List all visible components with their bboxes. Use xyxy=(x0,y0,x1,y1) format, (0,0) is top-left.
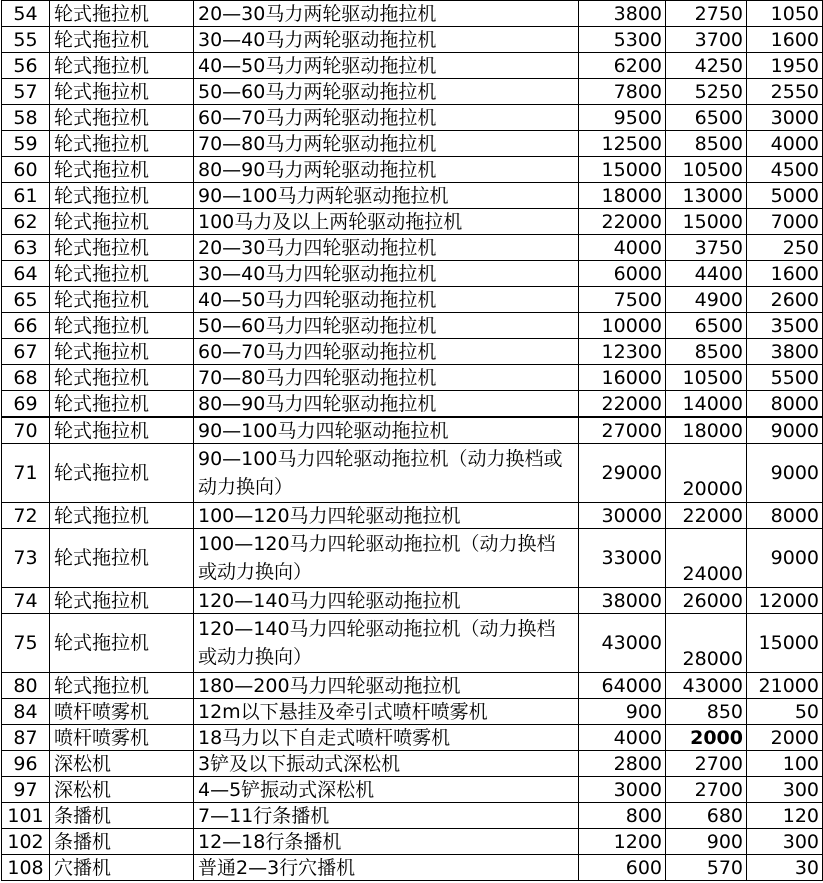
machine-spec: 40—50马力四轮驱动拖拉机 xyxy=(194,287,579,313)
machine-type: 轮式拖拉机 xyxy=(50,673,194,699)
table-row xyxy=(2,673,823,699)
value-col-3: 50 xyxy=(747,699,823,725)
machine-type: 轮式拖拉机 xyxy=(50,588,194,614)
value-col-1: 1200 xyxy=(579,829,666,855)
value-col-3: 2600 xyxy=(747,287,823,313)
table-row xyxy=(2,417,823,444)
value-col-1: 3800 xyxy=(579,1,666,27)
table-row xyxy=(2,777,823,803)
machine-spec: 100—120马力四轮驱动拖拉机 xyxy=(194,503,579,529)
machine-spec: 18马力以下自走式喷杆喷雾机 xyxy=(194,725,579,751)
value-col-1: 6200 xyxy=(579,53,666,79)
machine-spec: 100马力及以上两轮驱动拖拉机 xyxy=(194,209,579,235)
row-number: 101 xyxy=(2,803,50,829)
machine-spec: 12m以下悬挂及牵引式喷杆喷雾机 xyxy=(194,699,579,725)
machine-spec: 80—90马力两轮驱动拖拉机 xyxy=(194,157,579,183)
value-col-1: 7800 xyxy=(579,79,666,105)
machine-spec: 120—140马力四轮驱动拖拉机 xyxy=(194,588,579,614)
value-col-2: 900 xyxy=(666,829,747,855)
value-col-1: 16000 xyxy=(579,365,666,391)
table-row xyxy=(2,287,823,313)
value-col-1: 22000 xyxy=(579,391,666,418)
machine-type: 轮式拖拉机 xyxy=(50,235,194,261)
value-col-1: 900 xyxy=(579,699,666,725)
value-col-3: 8000 xyxy=(747,391,823,418)
machine-type: 轮式拖拉机 xyxy=(50,529,194,588)
machine-spec: 30—40马力两轮驱动拖拉机 xyxy=(194,27,579,53)
row-number: 87 xyxy=(2,725,50,751)
value-col-2: 15000 xyxy=(666,209,747,235)
row-number: 64 xyxy=(2,261,50,287)
value-col-3: 15000 xyxy=(747,614,823,673)
value-col-1: 15000 xyxy=(579,157,666,183)
table-row xyxy=(2,27,823,53)
value-col-3: 250 xyxy=(747,235,823,261)
machine-type: 轮式拖拉机 xyxy=(50,131,194,157)
machine-spec: 3铲及以下振动式深松机 xyxy=(194,751,579,777)
value-col-2: 28000 xyxy=(666,614,747,673)
machine-type: 条播机 xyxy=(50,803,194,829)
row-number: 54 xyxy=(2,1,50,27)
table-row xyxy=(2,261,823,287)
machine-spec: 90—100马力四轮驱动拖拉机（动力换档或动力换向） xyxy=(194,444,579,503)
value-col-3: 3500 xyxy=(747,313,823,339)
value-col-2: 2750 xyxy=(666,1,747,27)
value-col-3: 1600 xyxy=(747,261,823,287)
value-col-1: 3000 xyxy=(579,777,666,803)
machine-spec: 70—80马力两轮驱动拖拉机 xyxy=(194,131,579,157)
machine-type: 轮式拖拉机 xyxy=(50,339,194,365)
machine-spec: 60—70马力两轮驱动拖拉机 xyxy=(194,105,579,131)
machine-type: 轮式拖拉机 xyxy=(50,503,194,529)
value-col-1: 30000 xyxy=(579,503,666,529)
value-col-3: 9000 xyxy=(747,529,823,588)
row-number: 55 xyxy=(2,27,50,53)
machine-type: 轮式拖拉机 xyxy=(50,105,194,131)
machine-type: 轮式拖拉机 xyxy=(50,614,194,673)
value-col-1: 2800 xyxy=(579,751,666,777)
machine-type: 穴播机 xyxy=(50,855,194,881)
value-col-3: 12000 xyxy=(747,588,823,614)
value-col-1: 18000 xyxy=(579,183,666,209)
machine-spec: 20—30马力四轮驱动拖拉机 xyxy=(194,235,579,261)
value-col-2: 18000 xyxy=(666,417,747,444)
table-row xyxy=(2,444,823,503)
row-number: 80 xyxy=(2,673,50,699)
value-col-1: 9500 xyxy=(579,105,666,131)
value-col-1: 800 xyxy=(579,803,666,829)
row-number: 75 xyxy=(2,614,50,673)
row-number: 73 xyxy=(2,529,50,588)
value-col-1: 10000 xyxy=(579,313,666,339)
value-col-2: 13000 xyxy=(666,183,747,209)
table-row xyxy=(2,105,823,131)
value-col-2: 2700 xyxy=(666,777,747,803)
machine-type: 轮式拖拉机 xyxy=(50,1,194,27)
value-col-2: 10500 xyxy=(666,365,747,391)
value-col-2: 24000 xyxy=(666,529,747,588)
value-col-1: 29000 xyxy=(579,444,666,503)
machine-type: 轮式拖拉机 xyxy=(50,27,194,53)
value-col-2: 2000 xyxy=(666,725,747,751)
value-col-3: 3000 xyxy=(747,105,823,131)
row-number: 108 xyxy=(2,855,50,881)
value-col-3: 8000 xyxy=(747,503,823,529)
machine-type: 轮式拖拉机 xyxy=(50,209,194,235)
value-col-1: 64000 xyxy=(579,673,666,699)
table-row xyxy=(2,391,823,418)
table-row xyxy=(2,313,823,339)
value-col-1: 5300 xyxy=(579,27,666,53)
row-number: 58 xyxy=(2,105,50,131)
table-row xyxy=(2,529,823,588)
value-col-2: 4400 xyxy=(666,261,747,287)
machine-type: 喷杆喷雾机 xyxy=(50,699,194,725)
value-col-2: 43000 xyxy=(666,673,747,699)
machine-spec: 60—70马力四轮驱动拖拉机 xyxy=(194,339,579,365)
value-col-2: 22000 xyxy=(666,503,747,529)
row-number: 70 xyxy=(2,417,50,444)
table-row xyxy=(2,339,823,365)
value-col-3: 9000 xyxy=(747,417,823,444)
machine-spec: 30—40马力四轮驱动拖拉机 xyxy=(194,261,579,287)
value-col-3: 120 xyxy=(747,803,823,829)
machine-type: 轮式拖拉机 xyxy=(50,391,194,418)
table-row xyxy=(2,131,823,157)
value-col-2: 6500 xyxy=(666,313,747,339)
machine-type: 轮式拖拉机 xyxy=(50,53,194,79)
table-row xyxy=(2,503,823,529)
value-col-3: 2000 xyxy=(747,725,823,751)
value-col-1: 22000 xyxy=(579,209,666,235)
machine-spec: 40—50马力两轮驱动拖拉机 xyxy=(194,53,579,79)
value-col-1: 4000 xyxy=(579,725,666,751)
value-col-2: 570 xyxy=(666,855,747,881)
table-row xyxy=(2,183,823,209)
value-col-3: 1950 xyxy=(747,53,823,79)
machine-spec: 90—100马力四轮驱动拖拉机 xyxy=(194,417,579,444)
row-number: 62 xyxy=(2,209,50,235)
row-number: 96 xyxy=(2,751,50,777)
machine-spec: 90—100马力两轮驱动拖拉机 xyxy=(194,183,579,209)
machine-type: 轮式拖拉机 xyxy=(50,365,194,391)
table-row xyxy=(2,365,823,391)
machine-spec: 12—18行条播机 xyxy=(194,829,579,855)
machine-spec: 7—11行条播机 xyxy=(194,803,579,829)
row-number: 66 xyxy=(2,313,50,339)
value-col-3: 1600 xyxy=(747,27,823,53)
row-number: 59 xyxy=(2,131,50,157)
table-row xyxy=(2,209,823,235)
subsidy-table xyxy=(1,0,823,881)
machine-spec: 普通2—3行穴播机 xyxy=(194,855,579,881)
value-col-2: 4250 xyxy=(666,53,747,79)
table-row xyxy=(2,855,823,881)
row-number: 102 xyxy=(2,829,50,855)
table-row xyxy=(2,1,823,27)
table-row xyxy=(2,803,823,829)
value-col-2: 14000 xyxy=(666,391,747,418)
machine-type: 轮式拖拉机 xyxy=(50,313,194,339)
value-col-1: 38000 xyxy=(579,588,666,614)
table-row xyxy=(2,829,823,855)
table-row xyxy=(2,614,823,673)
machine-type: 喷杆喷雾机 xyxy=(50,725,194,751)
value-col-1: 27000 xyxy=(579,417,666,444)
machine-type: 轮式拖拉机 xyxy=(50,79,194,105)
machine-type: 轮式拖拉机 xyxy=(50,183,194,209)
machine-spec: 50—60马力两轮驱动拖拉机 xyxy=(194,79,579,105)
row-number: 57 xyxy=(2,79,50,105)
machine-spec: 70—80马力四轮驱动拖拉机 xyxy=(194,365,579,391)
row-number: 69 xyxy=(2,391,50,418)
value-col-2: 26000 xyxy=(666,588,747,614)
machine-type: 轮式拖拉机 xyxy=(50,157,194,183)
machine-type: 条播机 xyxy=(50,829,194,855)
machine-spec: 50—60马力四轮驱动拖拉机 xyxy=(194,313,579,339)
value-col-2: 10500 xyxy=(666,157,747,183)
row-number: 60 xyxy=(2,157,50,183)
value-col-2: 20000 xyxy=(666,444,747,503)
row-number: 71 xyxy=(2,444,50,503)
table-row xyxy=(2,751,823,777)
table-row xyxy=(2,588,823,614)
row-number: 74 xyxy=(2,588,50,614)
row-number: 67 xyxy=(2,339,50,365)
value-col-2: 3700 xyxy=(666,27,747,53)
machine-spec: 20—30马力两轮驱动拖拉机 xyxy=(194,1,579,27)
row-number: 56 xyxy=(2,53,50,79)
value-col-3: 4500 xyxy=(747,157,823,183)
value-col-1: 43000 xyxy=(579,614,666,673)
value-col-3: 5500 xyxy=(747,365,823,391)
machine-spec: 120—140马力四轮驱动拖拉机（动力换档或动力换向） xyxy=(194,614,579,673)
table-row xyxy=(2,157,823,183)
table-row xyxy=(2,235,823,261)
value-col-3: 3800 xyxy=(747,339,823,365)
value-col-3: 30 xyxy=(747,855,823,881)
value-col-2: 2700 xyxy=(666,751,747,777)
machine-spec: 4—5铲振动式深松机 xyxy=(194,777,579,803)
table-row xyxy=(2,53,823,79)
value-col-1: 4000 xyxy=(579,235,666,261)
row-number: 61 xyxy=(2,183,50,209)
value-col-2: 850 xyxy=(666,699,747,725)
value-col-2: 8500 xyxy=(666,339,747,365)
machine-type: 轮式拖拉机 xyxy=(50,287,194,313)
value-col-1: 33000 xyxy=(579,529,666,588)
row-number: 65 xyxy=(2,287,50,313)
value-col-1: 6000 xyxy=(579,261,666,287)
machine-type: 轮式拖拉机 xyxy=(50,417,194,444)
table-body xyxy=(2,1,823,881)
value-col-3: 2550 xyxy=(747,79,823,105)
row-number: 97 xyxy=(2,777,50,803)
machine-type: 轮式拖拉机 xyxy=(50,444,194,503)
value-col-3: 300 xyxy=(747,777,823,803)
value-col-1: 7500 xyxy=(579,287,666,313)
value-col-3: 1050 xyxy=(747,1,823,27)
value-col-3: 300 xyxy=(747,829,823,855)
row-number: 63 xyxy=(2,235,50,261)
value-col-3: 4000 xyxy=(747,131,823,157)
row-number: 84 xyxy=(2,699,50,725)
value-col-1: 600 xyxy=(579,855,666,881)
table-row xyxy=(2,725,823,751)
row-number: 72 xyxy=(2,503,50,529)
machine-spec: 100—120马力四轮驱动拖拉机（动力换档或动力换向） xyxy=(194,529,579,588)
table-row xyxy=(2,79,823,105)
value-col-1: 12500 xyxy=(579,131,666,157)
value-col-3: 21000 xyxy=(747,673,823,699)
value-col-3: 7000 xyxy=(747,209,823,235)
value-col-2: 4900 xyxy=(666,287,747,313)
machine-type: 深松机 xyxy=(50,777,194,803)
value-col-1: 12300 xyxy=(579,339,666,365)
value-col-2: 3750 xyxy=(666,235,747,261)
value-col-2: 6500 xyxy=(666,105,747,131)
row-number: 68 xyxy=(2,365,50,391)
value-col-2: 5250 xyxy=(666,79,747,105)
value-col-2: 680 xyxy=(666,803,747,829)
machine-type: 轮式拖拉机 xyxy=(50,261,194,287)
value-col-2: 8500 xyxy=(666,131,747,157)
value-col-3: 100 xyxy=(747,751,823,777)
value-col-3: 9000 xyxy=(747,444,823,503)
machine-spec: 180—200马力四轮驱动拖拉机 xyxy=(194,673,579,699)
machine-type: 深松机 xyxy=(50,751,194,777)
machine-spec: 80—90马力四轮驱动拖拉机 xyxy=(194,391,579,418)
table-row xyxy=(2,699,823,725)
value-col-3: 5000 xyxy=(747,183,823,209)
